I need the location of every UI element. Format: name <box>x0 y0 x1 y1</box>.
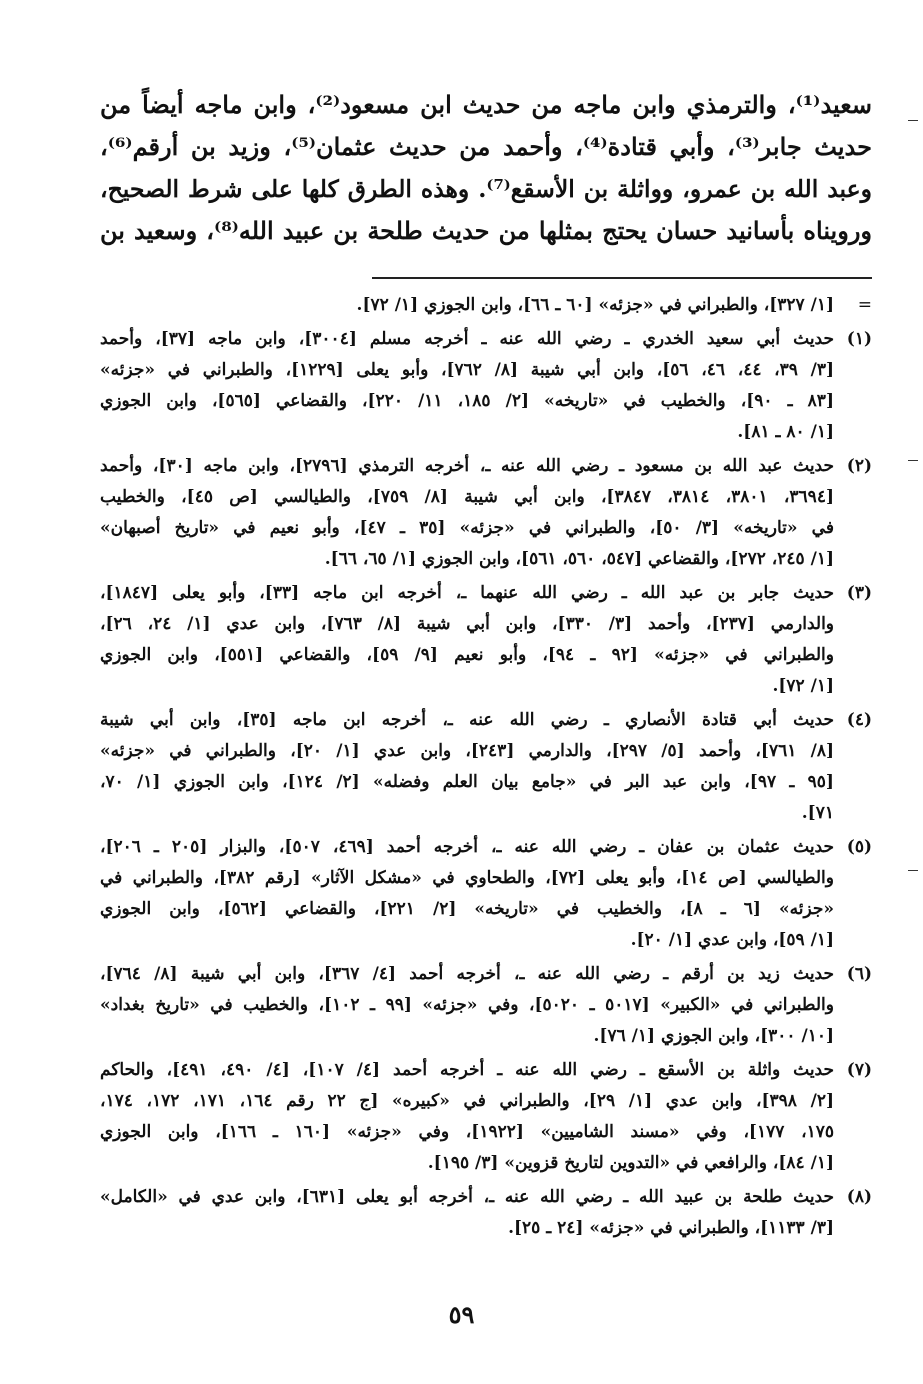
footnote-2 <box>100 451 872 575</box>
footnote-line: [٣/ ٣٩، ٤٤، ٤٦، ٥٦]، وابن أبي شيبة [٨/ ٧٦٢]، وأبو يعلى [١٢٢٩]، والطبراني في «جزئه» <box>100 360 834 380</box>
footnote-line: [١٠/ ٣٠٠]، وابن الجوزي [١/ ٧٦]. <box>593 1026 834 1046</box>
footnote-line: [١/ ٧٢]. <box>772 676 834 696</box>
footnote-line: [١/ ٣٢٧]، والطبراني في «جزئه» [٦٠ ـ ٦٦]، وابن الجوزي [١/ ٧٢]. <box>356 295 834 315</box>
footnote-number: (٤) <box>846 710 872 730</box>
footnotes-block <box>100 290 872 1244</box>
main-text-line: حديث جابر⁽³⁾، وأبي قتادة⁽⁴⁾، وأحمد من حديث عثمان⁽⁵⁾، وزيد بن أرقم⁽⁶⁾، <box>100 132 872 161</box>
footnote-line: [٩٥ ـ ٩٧]، وابن عبد البر في «جامع بيان العلم وفضله» [٢/ ١٢٤]، وابن الجوزي [١/ ٧٠، <box>100 772 834 792</box>
footnote-line: [١/ ٨٤]، والرافعي في «التدوين لتاريخ قزوين» [٣/ ١٩٥]. <box>427 1153 834 1173</box>
footnote-line: والدارمي [٢٣٧]، وأحمد [٣/ ٣٣٠]، وابن أبي شيبة [٨/ ٧٦٣]، وابن عدي [١/ ٢٤، ٢٦]، <box>100 614 834 634</box>
footnote-number: (٣) <box>846 583 872 603</box>
margin-tick-mark <box>908 870 918 871</box>
footnote-line: «جزئه» [٦ ـ ٨]، والخطيب في «تاريخه» [٢/ ٢٢١]، والقضاعي [٥٦٢]، وابن الجوزي <box>100 899 834 919</box>
footnote-line: ٧١]. <box>801 803 834 823</box>
footnote-number: (٥) <box>846 837 872 857</box>
footnote-line: [١/ ٨٠ ـ ٨١]. <box>737 422 834 442</box>
footnote-line: في «تاريخه» [٣/ ٥٠]، والطبراني في «جزئه» [٣٥ ـ ٤٧]، وأبو نعيم في «تاريخ أصبهان» <box>100 518 834 538</box>
footnote-line: حديث أبي قتادة الأنصاري ـ رضي الله عنه ـ، أخرجه ابن ماجه [٣٥]، وابن أبي شيبة <box>100 710 834 730</box>
footnote-line: حديث واثلة بن الأسقع ـ رضي الله عنه ـ أخرجه أحمد [٤/ ١٠٧]، [٤/ ٤٩٠، ٤٩١]، والحاكم <box>100 1060 834 1080</box>
footnote-line: [١/ ٢٤٥، ٢٧٢]، والقضاعي [٥٤٧، ٥٦٠، ٥٦١]، وابن الجوزي [١/ ٦٥، ٦٦]. <box>324 549 834 569</box>
footnote-line: حديث عثمان بن عفان ـ رضي الله عنه ـ، أخرجه أحمد [٤٦٩، ٥٠٧]، والبزار [٢٠٥ ـ ٢٠٦]، <box>100 837 834 857</box>
footnote-8 <box>100 1182 872 1244</box>
footnote-number: = <box>857 295 872 315</box>
footnote-4 <box>100 705 872 829</box>
footnote-separator-rule <box>372 277 872 279</box>
footnote-line: [٨/ ٧٦١]، وأحمد [٥/ ٢٩٧]، والدارمي [٢٤٣]، وابن عدي [١/ ٢٠]، والطبراني في «جزئه» <box>100 741 834 761</box>
footnote-1 <box>100 324 872 448</box>
footnote-number: (٧) <box>846 1060 872 1080</box>
footnote-line: حديث جابر بن عبد الله ـ رضي الله عنهما ـ، أخرجه ابن ماجه [٣٣]، وأبو يعلى [١٨٤٧]، <box>100 583 834 603</box>
footnote-line: [٢/ ٣٩٨]، وابن عدي [١/ ٢٩]، والطبراني في «كبيره» [ج ٢٢ رقم ١٦٤، ١٧١، ١٧٢، ١٧٤، <box>100 1091 834 1111</box>
main-text-line: وعبد الله بن عمرو، وواثلة بن الأسقع⁽⁷⁾. وهذه الطرق كلها على شرط الصحيح، <box>100 175 872 203</box>
footnote-3 <box>100 578 872 702</box>
footnote-line: والطيالسي [ص ١٤]، وأبو يعلى [٧٢]، والطحاوي في «مشكل الآثار» [رقم ٣٨٢]، والطبراني في <box>100 868 834 888</box>
footnote-6 <box>100 959 872 1052</box>
margin-tick-mark <box>908 120 918 121</box>
margin-tick-mark <box>908 460 918 461</box>
footnote-line: ١٧٥، ١٧٧]، وفي «مسند الشاميين» [١٩٢٢]، وفي «جزئه» [١٦٠ ـ ١٦٦]، وابن الجوزي <box>100 1122 834 1142</box>
page-number: ٥٩ <box>448 1300 475 1329</box>
footnote-line: حديث أبي سعيد الخدري ـ رضي الله عنه ـ أخرجه مسلم [٣٠٠٤]، وابن ماجه [٣٧]، وأحمد <box>100 329 834 349</box>
main-text-line: سعيد⁽¹⁾، والترمذي وابن ماجه من حديث ابن مسعود⁽²⁾، وابن ماجه أيضاً من <box>100 90 872 119</box>
footnote-number: (٢) <box>846 456 872 476</box>
main-text-block <box>100 84 872 252</box>
footnote-line: حديث زيد بن أرقم ـ رضي الله عنه ـ، أخرجه أحمد [٤/ ٣٦٧]، وابن أبي شيبة [٨/ ٧٦٤]، <box>100 964 834 984</box>
footnote-line: حديث طلحة بن عبيد الله ـ رضي الله عنه ـ، أخرجه أبو يعلى [٦٣١]، وابن عدي في «الكامل» <box>100 1187 834 1207</box>
footnote-number: (١) <box>846 329 872 349</box>
footnote-line: [١/ ٥٩]، وابن عدي [١/ ٢٠]. <box>630 930 834 950</box>
footnote-line: والطبراني في «الكبير» [٥٠١٧ ـ ٥٠٢٠]، وفي «جزئه» [٩٩ ـ ١٠٢]، والخطيب في «تاريخ بغداد» <box>100 995 834 1015</box>
footnote-7 <box>100 1055 872 1179</box>
footnote-line: حديث عبد الله بن مسعود ـ رضي الله عنه ـ، أخرجه الترمذي [٢٧٩٦]، وابن ماجه [٣٠]، وأحمد <box>100 456 834 476</box>
footnote-line: [٣٦٩٤، ٣٨٠١، ٣٨١٤، ٣٨٤٧]، وابن أبي شيبة [٨/ ٧٥٩]، والطيالسي [ص ٤٥]، والخطيب <box>100 487 834 507</box>
footnote-line: [٨٣ ـ ٩٠]، والخطيب في «تاريخه» [٢/ ١٨٥، ١١/ ٢٢٠]، والقضاعي [٥٦٥]، وابن الجوزي <box>100 391 834 411</box>
footnote-number: (٨) <box>846 1187 872 1207</box>
footnote-line: والطبراني في «جزئه» [٩٢ ـ ٩٤]، وأبو نعيم [٩/ ٥٩]، والقضاعي [٥٥١]، وابن الجوزي <box>100 645 834 665</box>
main-text-line: ورويناه بأسانيد حسان يحتج بمثلها من حديث طلحة بن عبيد الله⁽⁸⁾، وسعيد بن <box>100 216 872 245</box>
footnote-continuation <box>100 290 872 321</box>
footnote-number: (٦) <box>846 964 872 984</box>
footnote-line: [٣/ ١١٣٣]، والطبراني في «جزئه» [٢٤ ـ ٢٥]. <box>508 1218 834 1238</box>
footnote-5 <box>100 832 872 956</box>
